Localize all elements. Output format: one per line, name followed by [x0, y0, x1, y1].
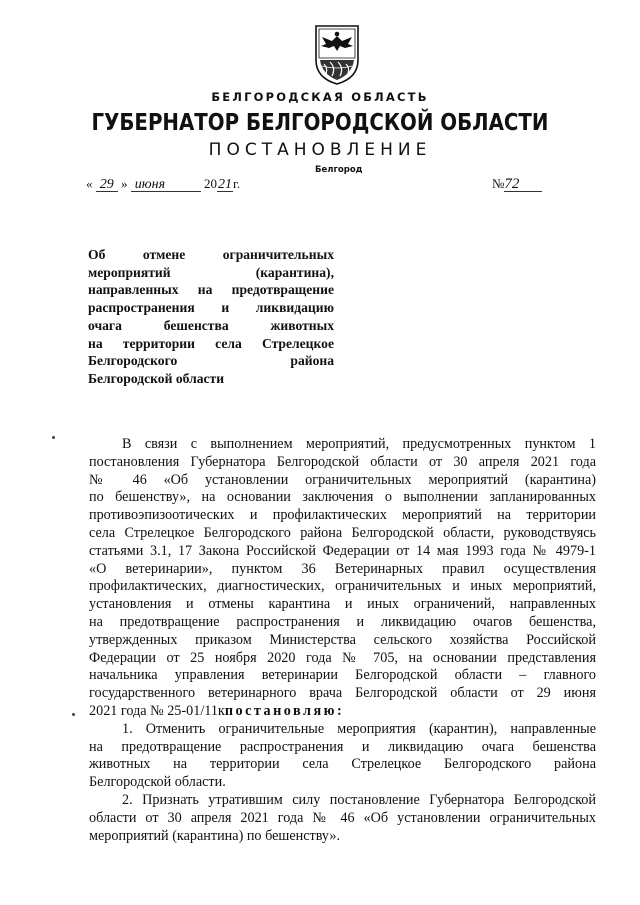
date-year-prefix: 20: [204, 176, 217, 191]
body-line: на предотвращение распространения и ликвидацию очагов бешенства,: [89, 613, 596, 630]
subject-line: направленных на предотвращение: [88, 282, 334, 298]
body-line: государственного ветеринарного врача Белгородской области от 29 июня: [89, 685, 596, 702]
date-open-quote: «: [86, 176, 93, 191]
subject-line: мероприятий (карантина),: [88, 264, 334, 280]
decree-word: постановляю:: [224, 702, 345, 719]
date-day: 29: [96, 178, 118, 192]
document-body: [89, 436, 596, 845]
scan-speck: [52, 436, 55, 439]
number-prefix: №: [492, 176, 505, 191]
body-line: установления и отмены карантина и иных ограничений, направленных: [89, 596, 596, 613]
body-line: мероприятий (карантина) по бешенству».: [89, 827, 341, 844]
governor-title: ГУБЕРНАТОР БЕЛГОРОДСКОЙ ОБЛАСТИ: [91, 110, 549, 136]
body-line: по бешенству», на основании заключения о выполнении запланированных: [89, 489, 596, 506]
subject-line: Белгородского района: [88, 353, 334, 369]
body-line: утвержденных приказом Министерства сельского хозяйства Российской: [89, 631, 596, 648]
body-line: села Стрелецкое Белгородского района Белгородской области, руководствуясь: [89, 524, 596, 541]
body-line: Федерации от 25 ноября 2020 года № 705, на основании представления: [89, 649, 596, 666]
body-line: В связи с выполнением мероприятий, предусмотренных пунктом 1: [122, 436, 596, 452]
body-line: № 46 «Об установлении ограничительных мероприятий (карантина): [89, 471, 596, 488]
body-line: профилактических, диагностических, ограничительных и иных мероприятий,: [89, 578, 596, 595]
item-1-paragraph: [89, 721, 596, 792]
document-number: [492, 176, 542, 192]
date-close-quote: »: [121, 176, 128, 191]
body-line: статьями 3.1, 17 Закона Российской Федерации от 14 мая 1993 года № 4979-1: [89, 542, 596, 559]
subject-line: очага бешенства животных: [88, 317, 334, 333]
body-line: противоэпизоотических и профилактических мероприятий на территории: [89, 507, 596, 524]
subject-line: на территории села Стрелецкое: [88, 335, 334, 351]
document-subject: [88, 246, 334, 388]
subject-line: Белгородской области: [88, 370, 225, 386]
document-date: [86, 176, 240, 192]
body-line: на предотвращение распространения и ликвидацию очага бешенства: [89, 738, 596, 755]
subject-line: распространения и ликвидацию: [88, 300, 334, 316]
body-line: 2. Признать утратившим силу постановление Губернатора Белгородской: [122, 791, 596, 808]
scan-speck: [72, 713, 75, 716]
preamble-paragraph: [89, 436, 596, 721]
body-line: животных на территории села Стрелецкое Белгородского района: [89, 756, 596, 773]
region-title: БЕЛГОРОДСКАЯ ОБЛАСТЬ: [211, 90, 429, 104]
body-line: области от 30 апреля 2021 года № 46 «Об установлении ограничительных: [89, 809, 596, 826]
coat-of-arms-emblem: [312, 24, 362, 86]
body-line-decree: [89, 703, 596, 721]
subject-line: Об отмене ограничительных: [88, 247, 334, 262]
date-year-unit: г.: [233, 176, 241, 191]
body-line: начальника управления ветеринарии Белгородской области – главного: [89, 667, 596, 684]
document-type: ПОСТАНОВЛЕНИЕ: [208, 140, 432, 160]
city-name: Белгород: [315, 165, 363, 175]
date-month: июня: [131, 178, 201, 192]
item-2-paragraph: [89, 792, 596, 845]
body-line: Белгородской области.: [89, 774, 226, 791]
number-value: 72: [504, 178, 542, 192]
preamble-last-line: 2021 года № 25-01/11к: [89, 702, 225, 719]
date-year-suffix: 21: [218, 177, 232, 192]
body-line: постановления Губернатора Белгородской области от 30 апреля 2021 года: [89, 453, 596, 470]
body-line: «О ветеринарии», пунктом 36 Ветеринарных правил осуществления: [89, 560, 596, 577]
body-line: 1. Отменить ограничительные мероприятия (карантин), направленные: [122, 720, 596, 737]
